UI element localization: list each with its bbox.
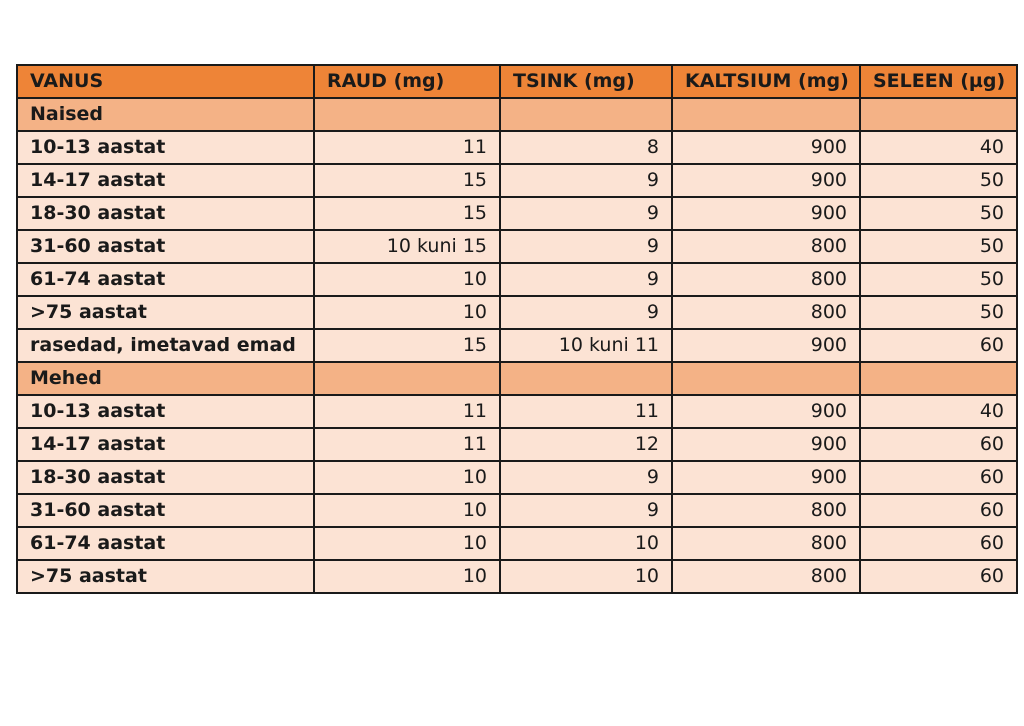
group-empty-cell: [314, 98, 500, 131]
age-cell: >75 aastat: [17, 560, 314, 593]
tsink-cell: 10: [500, 527, 672, 560]
table-row: [17, 164, 1017, 197]
kaltsium-cell: 800: [672, 263, 860, 296]
group-empty-cell: [500, 98, 672, 131]
table-row: [17, 131, 1017, 164]
age-cell: 14-17 aastat: [17, 428, 314, 461]
age-cell: 31-60 aastat: [17, 230, 314, 263]
age-cell: rasedad, imetavad emad: [17, 329, 314, 362]
age-cell: 18-30 aastat: [17, 197, 314, 230]
table-row: [17, 296, 1017, 329]
raud-cell: 10: [314, 461, 500, 494]
kaltsium-cell: 800: [672, 296, 860, 329]
kaltsium-cell: 900: [672, 428, 860, 461]
kaltsium-cell: 800: [672, 527, 860, 560]
tsink-cell: 9: [500, 461, 672, 494]
raud-cell: 15: [314, 197, 500, 230]
group-row: [17, 362, 1017, 395]
seleen-cell: 50: [860, 296, 1017, 329]
group-empty-cell: [500, 362, 672, 395]
kaltsium-cell: 900: [672, 461, 860, 494]
tsink-cell: 9: [500, 230, 672, 263]
seleen-cell: 60: [860, 461, 1017, 494]
table-row: [17, 329, 1017, 362]
age-cell: 31-60 aastat: [17, 494, 314, 527]
seleen-cell: 60: [860, 329, 1017, 362]
seleen-cell: 40: [860, 395, 1017, 428]
table-row: [17, 230, 1017, 263]
tsink-cell: 9: [500, 164, 672, 197]
seleen-cell: 50: [860, 197, 1017, 230]
age-cell: >75 aastat: [17, 296, 314, 329]
kaltsium-cell: 800: [672, 494, 860, 527]
raud-cell: 11: [314, 131, 500, 164]
tsink-cell: 8: [500, 131, 672, 164]
table-row: [17, 461, 1017, 494]
raud-cell: 10: [314, 527, 500, 560]
table-row: [17, 263, 1017, 296]
age-cell: 61-74 aastat: [17, 527, 314, 560]
raud-cell: 10: [314, 263, 500, 296]
table-body: [17, 98, 1017, 593]
raud-cell: 10 kuni 15: [314, 230, 500, 263]
group-label: Mehed: [17, 362, 314, 395]
seleen-cell: 40: [860, 131, 1017, 164]
raud-cell: 10: [314, 296, 500, 329]
tsink-cell: 9: [500, 296, 672, 329]
age-cell: 18-30 aastat: [17, 461, 314, 494]
table-row: [17, 527, 1017, 560]
raud-cell: 10: [314, 560, 500, 593]
tsink-cell: 12: [500, 428, 672, 461]
table-row: [17, 395, 1017, 428]
kaltsium-cell: 900: [672, 131, 860, 164]
group-row: [17, 98, 1017, 131]
tsink-cell: 9: [500, 263, 672, 296]
age-cell: 10-13 aastat: [17, 131, 314, 164]
raud-cell: 15: [314, 164, 500, 197]
header-kaltsium: KALTSIUM (mg): [672, 65, 860, 98]
kaltsium-cell: 800: [672, 560, 860, 593]
seleen-cell: 60: [860, 527, 1017, 560]
tsink-cell: 11: [500, 395, 672, 428]
group-empty-cell: [672, 362, 860, 395]
tsink-cell: 9: [500, 197, 672, 230]
raud-cell: 11: [314, 395, 500, 428]
header-raud: RAUD (mg): [314, 65, 500, 98]
seleen-cell: 60: [860, 494, 1017, 527]
tsink-cell: 9: [500, 494, 672, 527]
header-tsink: TSINK (mg): [500, 65, 672, 98]
header-vanus: VANUS: [17, 65, 314, 98]
raud-cell: 10: [314, 494, 500, 527]
kaltsium-cell: 900: [672, 164, 860, 197]
kaltsium-cell: 900: [672, 395, 860, 428]
seleen-cell: 60: [860, 560, 1017, 593]
raud-cell: 11: [314, 428, 500, 461]
seleen-cell: 50: [860, 164, 1017, 197]
kaltsium-cell: 900: [672, 197, 860, 230]
tsink-cell: 10: [500, 560, 672, 593]
age-cell: 14-17 aastat: [17, 164, 314, 197]
seleen-cell: 50: [860, 263, 1017, 296]
table-row: [17, 494, 1017, 527]
seleen-cell: 50: [860, 230, 1017, 263]
table-row: [17, 560, 1017, 593]
header-row: [17, 65, 1017, 98]
kaltsium-cell: 900: [672, 329, 860, 362]
group-empty-cell: [860, 362, 1017, 395]
header-seleen: SELEEN (µg): [860, 65, 1017, 98]
raud-cell: 15: [314, 329, 500, 362]
kaltsium-cell: 800: [672, 230, 860, 263]
table-row: [17, 197, 1017, 230]
nutrient-table: [16, 64, 1018, 594]
seleen-cell: 60: [860, 428, 1017, 461]
group-empty-cell: [860, 98, 1017, 131]
age-cell: 10-13 aastat: [17, 395, 314, 428]
group-empty-cell: [672, 98, 860, 131]
group-empty-cell: [314, 362, 500, 395]
group-label: Naised: [17, 98, 314, 131]
tsink-cell: 10 kuni 11: [500, 329, 672, 362]
table-row: [17, 428, 1017, 461]
age-cell: 61-74 aastat: [17, 263, 314, 296]
